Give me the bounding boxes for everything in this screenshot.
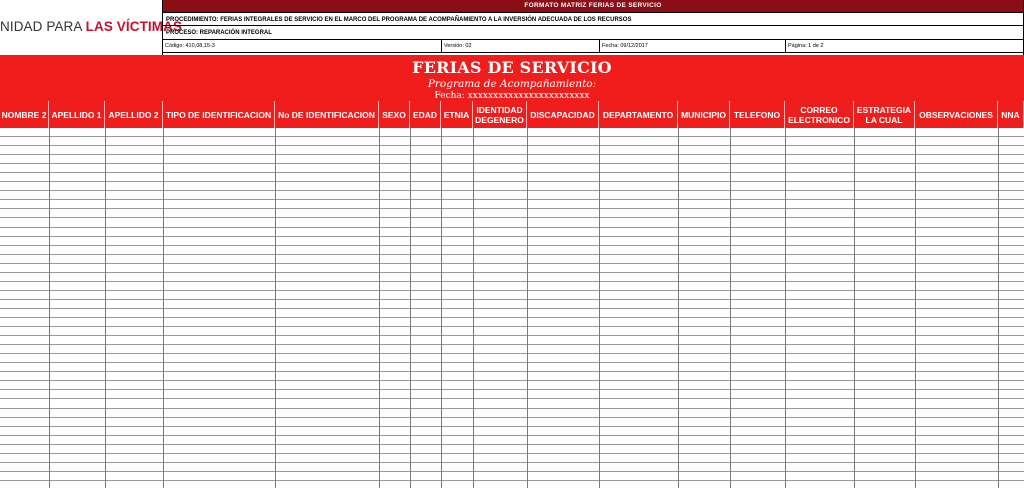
table-row[interactable] (0, 191, 1024, 200)
col-departamento[interactable]: DEPARTAMENTO (599, 101, 678, 128)
table-row[interactable] (0, 209, 1024, 218)
table-row[interactable] (0, 173, 1024, 182)
document-header (0, 0, 1024, 55)
code-cell: Código: 410,08,15-3 (165, 43, 215, 49)
table-row[interactable] (0, 155, 1024, 164)
format-title: FORMATO MATRIZ FERIAS DE SERVICIO (163, 0, 1023, 12)
process-row: PROCESO: REPARACIÓN INTEGRAL (163, 26, 1023, 40)
column-gridline (730, 128, 731, 488)
column-gridline (678, 128, 679, 488)
column-gridline (785, 128, 786, 488)
table-row[interactable] (0, 345, 1024, 354)
table-row[interactable] (0, 481, 1024, 488)
col-no-identificacion[interactable]: No DE IDENTIFICACION (275, 101, 379, 128)
col-observaciones[interactable]: OBSERVACIONES (915, 101, 998, 128)
banner-date: Fecha: xxxxxxxxxxxxxxxxxxxxxxxx (434, 91, 590, 101)
col-tipo-identificacion[interactable]: TIPO DE IDENTIFICACION (163, 101, 275, 128)
data-grid[interactable] (0, 128, 1024, 488)
logo-text-prefix: NIDAD PARA (0, 19, 86, 34)
column-gridline (105, 128, 106, 488)
column-gridline (599, 128, 600, 488)
column-gridline (527, 128, 528, 488)
table-row[interactable] (0, 390, 1024, 399)
column-gridline (441, 128, 442, 488)
col-nna[interactable]: NNA (998, 101, 1024, 128)
table-row[interactable] (0, 273, 1024, 282)
col-nombre-2[interactable]: NOMBRE 2 (0, 101, 49, 128)
column-header-row (0, 101, 1024, 128)
table-row[interactable] (0, 327, 1024, 336)
version-cell: Versión: 02 (441, 40, 599, 53)
column-gridline (379, 128, 380, 488)
column-gridline (473, 128, 474, 488)
table-row[interactable] (0, 418, 1024, 427)
table-row[interactable] (0, 200, 1024, 209)
col-edad[interactable]: EDAD (410, 101, 441, 128)
column-gridline (854, 128, 855, 488)
table-row[interactable] (0, 255, 1024, 264)
column-gridline (163, 128, 164, 488)
table-row[interactable] (0, 381, 1024, 390)
logo-cell (0, 0, 183, 55)
table-row[interactable] (0, 300, 1024, 309)
col-discapacidad[interactable]: DISCAPACIDAD (527, 101, 599, 128)
table-row[interactable] (0, 128, 1024, 137)
banner-subtitle: Programa de Acompañamiento: (427, 78, 597, 90)
table-row[interactable] (0, 372, 1024, 381)
date-cell: Fecha: 09/12/2017 (599, 40, 785, 53)
table-row[interactable] (0, 237, 1024, 246)
table-row[interactable] (0, 309, 1024, 318)
table-row[interactable] (0, 409, 1024, 418)
table-row[interactable] (0, 291, 1024, 300)
page-cell: Página: 1 de 2 (785, 40, 1023, 53)
col-etnia[interactable]: ETNIA (441, 101, 473, 128)
table-row[interactable] (0, 246, 1024, 255)
table-row[interactable] (0, 282, 1024, 291)
document-info-row (163, 40, 1023, 53)
table-row[interactable] (0, 427, 1024, 436)
col-sexo[interactable]: SEXO (379, 101, 410, 128)
table-row[interactable] (0, 146, 1024, 155)
table-row[interactable] (0, 182, 1024, 191)
banner-title: FERIAS DE SERVICIO (412, 58, 612, 77)
procedure-row: PROCEDIMIENTO: FERIAS INTEGRALES DE SERVICIO EN EL MARCO DEL PROGRAMA DE ACOMPAÑAMIENTO A LA INVERSIÓN ADECUADA DE LOS RECURSOS (163, 12, 1023, 26)
table-row[interactable] (0, 228, 1024, 237)
column-gridline (410, 128, 411, 488)
table-row[interactable] (0, 454, 1024, 463)
table-row[interactable] (0, 336, 1024, 345)
document-meta (162, 0, 1024, 55)
title-banner (0, 55, 1024, 101)
table-row[interactable] (0, 445, 1024, 454)
organization-logo (0, 19, 182, 34)
table-row[interactable] (0, 363, 1024, 372)
table-row[interactable] (0, 137, 1024, 146)
column-gridline (49, 128, 50, 488)
table-row[interactable] (0, 164, 1024, 173)
table-row[interactable] (0, 472, 1024, 481)
col-apellido-2[interactable]: APELLIDO 2 (105, 101, 163, 128)
column-gridline (998, 128, 999, 488)
table-row[interactable] (0, 264, 1024, 273)
col-telefono[interactable]: TELEFONO (730, 101, 785, 128)
col-municipio[interactable]: MUNICIPIO (678, 101, 730, 128)
table-row[interactable] (0, 463, 1024, 472)
table-row[interactable] (0, 354, 1024, 363)
table-row[interactable] (0, 400, 1024, 409)
col-correo-electronico[interactable]: CORREO ELECTRONICO (785, 101, 854, 128)
column-gridline (275, 128, 276, 488)
column-gridline (915, 128, 916, 488)
col-apellido-1[interactable]: APELLIDO 1 (49, 101, 105, 128)
table-row[interactable] (0, 318, 1024, 327)
table-row[interactable] (0, 436, 1024, 445)
table-row[interactable] (0, 219, 1024, 228)
logo-text-bold: LAS VÍCTIMAS (85, 19, 183, 34)
col-identidad-genero[interactable]: IDENTIDAD DEGENERO (473, 101, 527, 128)
col-estrategia[interactable]: ESTRATEGIA LA CUAL (854, 101, 915, 128)
